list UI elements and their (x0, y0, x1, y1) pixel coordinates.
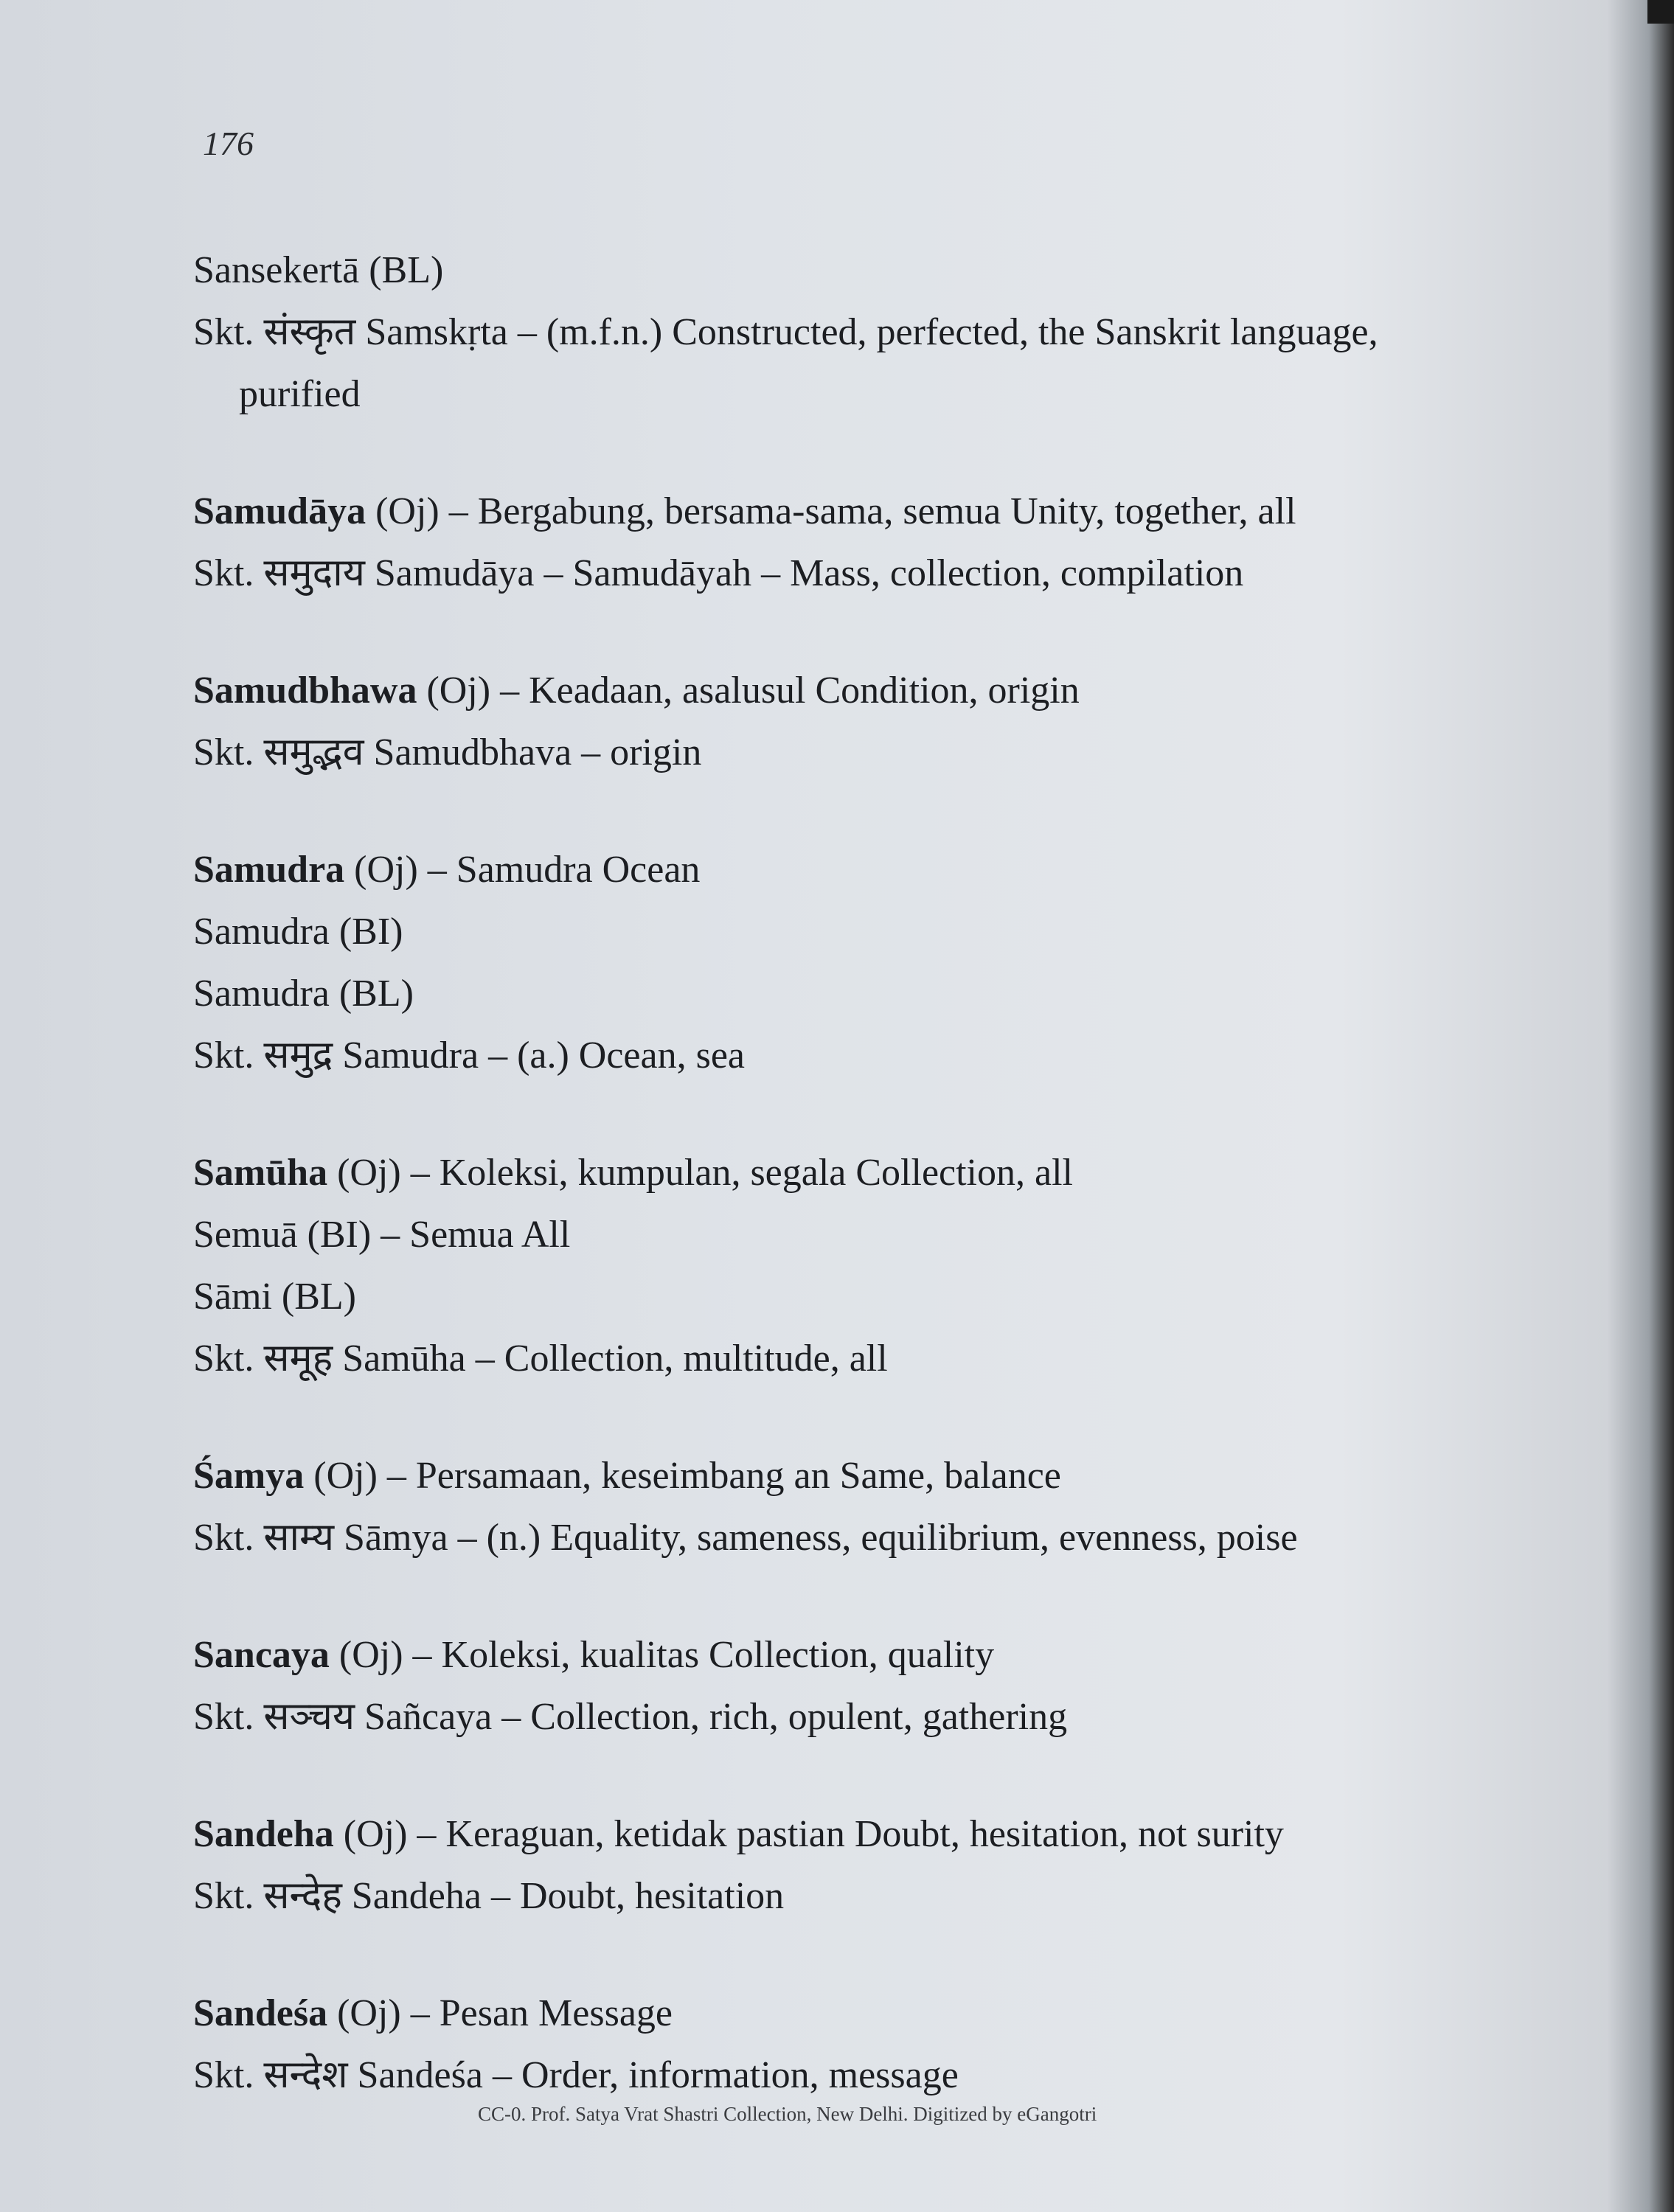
entry-text: (Oj) – Keraguan, ketidak pastian Doubt, hesitation, not surity (333, 1813, 1284, 1855)
dictionary-entry (193, 839, 1506, 1087)
entry-text: (Oj) – Bergabung, bersama-sama, semua Unity, together, all (366, 490, 1296, 532)
entry-text: Skt. समुद्र Samudra – (a.) Ocean, sea (193, 1034, 745, 1077)
headword: Samudāya (193, 490, 367, 532)
dictionary-entry (193, 1445, 1506, 1569)
entry-line (193, 1686, 1506, 1748)
page-number: 176 (203, 125, 254, 162)
headword: Samudbhawa (193, 669, 417, 712)
entry-line (193, 1507, 1506, 1569)
entry-line (193, 1804, 1506, 1865)
entry-line (193, 1328, 1506, 1390)
page-corner-shadow (1647, 0, 1674, 24)
entry-line (193, 364, 1506, 425)
entry-line (193, 1445, 1506, 1507)
dictionary-entry (193, 1804, 1506, 1927)
entry-line (193, 2045, 1506, 2107)
entry-text: purified (239, 373, 361, 415)
entry-line (193, 1025, 1506, 1087)
entry-line (193, 1266, 1506, 1328)
entry-line (193, 660, 1506, 722)
entry-text: (Oj) – Persamaan, keseimbang an Same, balance (304, 1455, 1061, 1497)
entry-text: (Oj) – Samudra Ocean (344, 849, 701, 891)
entry-text: Skt. समुदाय Samudāya – Samudāyah – Mass, collection, compilation (193, 552, 1244, 594)
entry-text: (Oj) – Keadaan, asalusul Condition, origin (417, 669, 1080, 712)
entry-text: (Oj) – Koleksi, kumpulan, segala Collection, all (327, 1152, 1073, 1194)
headword: Samudra (193, 849, 345, 891)
entry-line (193, 481, 1506, 543)
dictionary-entry (193, 660, 1506, 784)
entry-text: Skt. समुद्भव Samudbhava – origin (193, 731, 702, 773)
entry-text: Sāmi (BL) (193, 1276, 356, 1318)
entry-line (193, 302, 1506, 364)
entry-text: Skt. सन्देह Sandeha – Doubt, hesitation (193, 1875, 785, 1917)
entry-text: Samudra (BL) (193, 973, 414, 1015)
entry-line (193, 722, 1506, 784)
entry-text: Samudra (BI) (193, 911, 403, 953)
entry-line (193, 543, 1506, 605)
dictionary-entry (193, 481, 1506, 605)
entry-line (193, 240, 1506, 302)
dictionary-entry (193, 1142, 1506, 1390)
entry-line (193, 963, 1506, 1025)
entry-text: Semuā (BI) – Semua All (193, 1214, 571, 1256)
headword: Sandeha (193, 1813, 334, 1855)
dictionary-entry (193, 240, 1506, 425)
entry-text: Skt. सञ्चय Sañcaya – Collection, rich, opulent, gathering (193, 1696, 1068, 1738)
headword: Samūha (193, 1152, 328, 1194)
entry-text: Skt. साम्य Sāmya – (n.) Equality, sameness, equilibrium, evenness, poise (193, 1517, 1298, 1559)
headword: Śamya (193, 1455, 305, 1497)
entry-text: Skt. संस्कृत Samskṛta – (m.f.n.) Constructed, perfected, the Sanskrit language, (193, 311, 1378, 353)
digitization-footer: CC-0. Prof. Satya Vrat Shastri Collection, New Delhi. Digitized by eGangotri (478, 2103, 1097, 2125)
dictionary-entry (193, 1983, 1506, 2107)
entry-text: (Oj) – Koleksi, kualitas Collection, quality (329, 1634, 995, 1676)
entry-text: Skt. सन्देश Sandeśa – Order, information, message (193, 2054, 959, 2096)
entry-line (193, 1624, 1506, 1686)
entry-line (193, 1204, 1506, 1266)
entry-line (193, 1983, 1506, 2045)
entry-line (193, 901, 1506, 963)
headword: Sandeśa (193, 1992, 328, 2034)
entry-line (193, 1865, 1506, 1927)
dictionary-entries (193, 240, 1506, 2162)
entry-line (193, 1142, 1506, 1204)
dictionary-entry (193, 1624, 1506, 1748)
entry-text: Skt. समूह Samūha – Collection, multitude, all (193, 1338, 888, 1380)
entry-text: Sansekertā (BL) (193, 249, 444, 291)
entry-line (193, 839, 1506, 901)
entry-text: (Oj) – Pesan Message (327, 1992, 673, 2034)
headword: Sancaya (193, 1634, 330, 1676)
